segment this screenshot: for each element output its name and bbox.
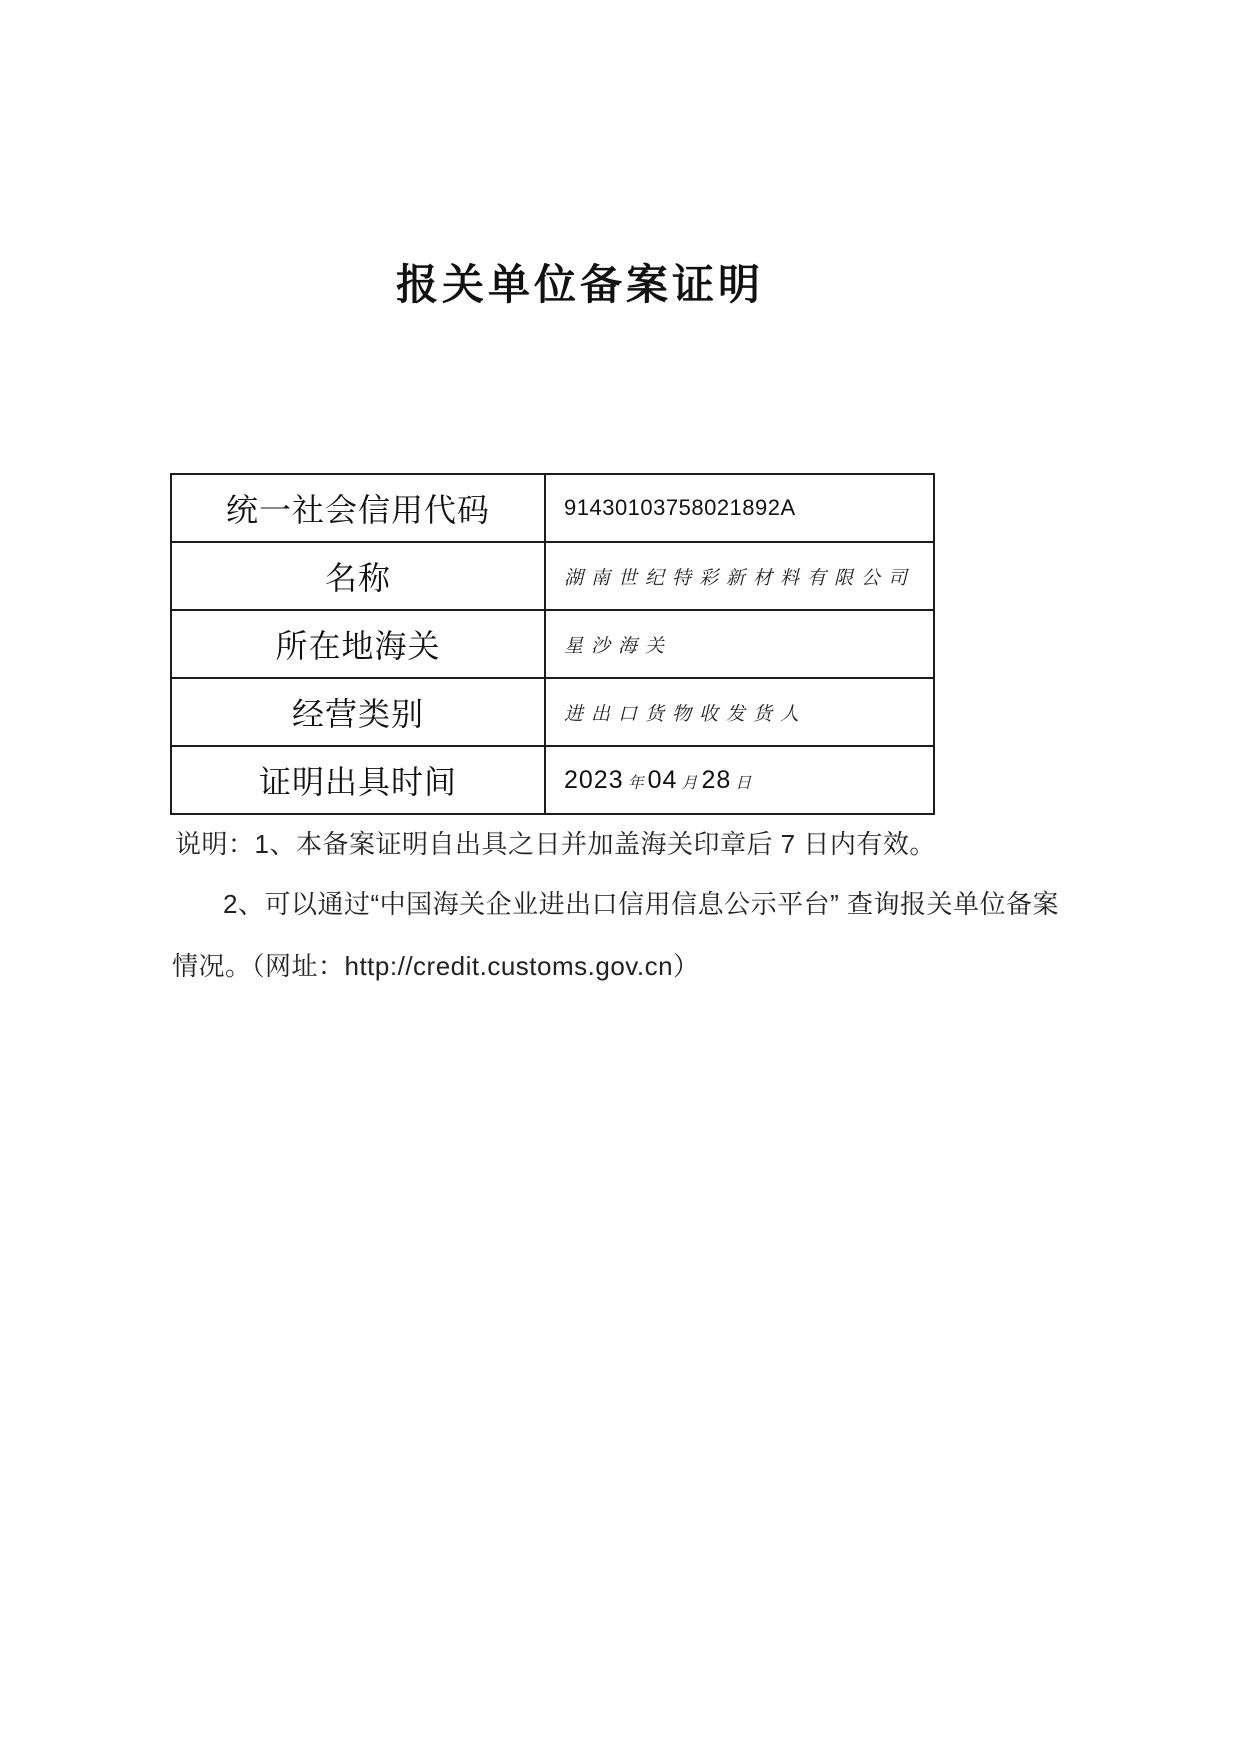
- table-row-company-name: [171, 542, 934, 610]
- row-label-issue-date: 证明出具时间: [171, 746, 545, 814]
- business-category-value: 进出口货物收发货人: [564, 702, 808, 725]
- row-label-uscc: 统一社会信用代码: [171, 474, 545, 542]
- issue-date-year-unit: 年: [627, 772, 644, 792]
- company-name-value: 湖南世纪特彩新材料有限公司: [564, 566, 916, 589]
- issue-date-day: 28: [701, 765, 732, 794]
- note-line-website: 情况。（网址：http://credit.customs.gov.cn）: [172, 951, 700, 981]
- row-label-company-name: 名称: [171, 542, 545, 610]
- table-row-customs-location: [171, 610, 934, 678]
- table-row-business-category: [171, 678, 934, 746]
- issue-date-day-unit: 日: [735, 772, 752, 792]
- issue-date-month-unit: 月: [681, 772, 698, 792]
- row-label-customs-location: 所在地海关: [171, 610, 545, 678]
- customs-location-value: 星沙海关: [564, 634, 673, 657]
- note-line-query-platform: 2、可以通过“中国海关企业进出口信用信息公示平台” 查询报关单位备案: [223, 889, 1060, 919]
- note-line-validity: 说明：1、本备案证明自出具之日并加盖海关印章后 7 日内有效。: [175, 829, 936, 859]
- table-row-uscc: [171, 474, 934, 542]
- issue-date-value: [545, 746, 934, 814]
- issue-date-year: 2023: [564, 765, 624, 794]
- row-label-business-category: 经营类别: [171, 678, 545, 746]
- uscc-value: 91430103758021892A: [564, 495, 796, 520]
- issue-date-month: 04: [647, 765, 678, 794]
- table-row-issue-date: [171, 746, 934, 814]
- certificate-table: [170, 473, 935, 815]
- page-title: 报关单位备案证明: [395, 261, 764, 308]
